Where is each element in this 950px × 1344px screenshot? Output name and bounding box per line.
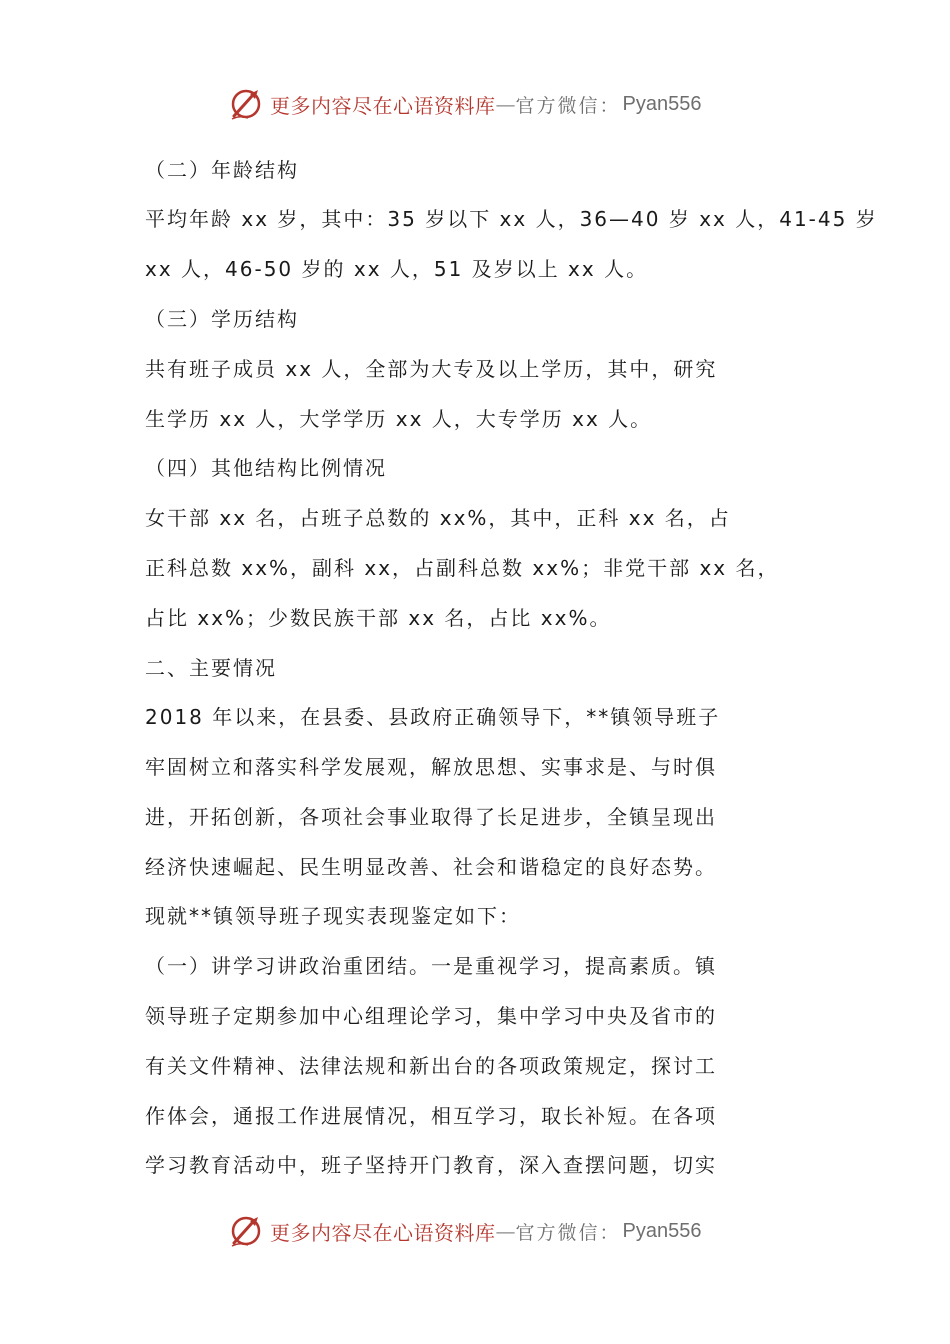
watermark-wechat-label: 官方微信：	[515, 1221, 621, 1244]
text-line: 作体会，通报工作进展情况，相互学习，取长补短。在各项	[145, 1104, 717, 1128]
text-line: 学习教育活动中，班子坚持开门教育，深入查摆问题，切实	[145, 1153, 717, 1177]
section-heading: （二）年龄结构	[145, 158, 299, 182]
text-line: 平均年龄 xx 岁，其中：35 岁以下 xx 人，36—40 岁 xx 人，41-45 岁	[145, 207, 878, 231]
text-line: 牢固树立和落实科学发展观，解放思想、实事求是、与时俱	[145, 755, 717, 779]
text-line: 有关文件精神、法律法规和新出台的各项政策规定，探讨工	[145, 1054, 717, 1078]
text-line: xx 人，46-50 岁的 xx 人，51 及岁以上 xx 人。	[145, 257, 649, 281]
watermark-dash: —	[495, 1219, 516, 1243]
footer-watermark	[228, 1211, 701, 1251]
watermark-wechat-label: 官方微信：	[515, 94, 621, 117]
section-heading: （三）学历结构	[145, 307, 299, 331]
section-heading: 二、主要情况	[145, 656, 277, 680]
text-line: 占比 xx%；少数民族干部 xx 名，占比 xx%。	[145, 606, 612, 630]
text-line: （一）讲学习讲政治重团结。一是重视学习，提高素质。镇	[145, 954, 717, 978]
text-line: 经济快速崛起、民生明显改善、社会和谐稳定的良好态势。	[145, 855, 717, 879]
watermark-wechat-id: Pyan556	[622, 1219, 702, 1242]
watermark-wechat-id: Pyan556	[622, 92, 702, 115]
watermark-dash: —	[495, 92, 516, 116]
watermark-text: 更多内容尽在心语资料库	[270, 1220, 496, 1245]
pen-logo-icon	[228, 86, 264, 122]
text-line: 领导班子定期参加中心组理论学习，集中学习中央及省市的	[145, 1004, 717, 1028]
watermark-text: 更多内容尽在心语资料库	[270, 93, 496, 118]
text-line: 女干部 xx 名，占班子总数的 xx%，其中，正科 xx 名，占	[145, 506, 731, 530]
text-line: 生学历 xx 人，大学学历 xx 人，大专学历 xx 人。	[145, 407, 653, 431]
pen-logo-icon	[228, 1213, 264, 1249]
header-watermark	[228, 84, 701, 124]
text-line: 进，开拓创新，各项社会事业取得了长足进步，全镇呈现出	[145, 805, 717, 829]
text-line: 现就**镇领导班子现实表现鉴定如下：	[145, 904, 521, 928]
text-line: 2018 年以来，在县委、县政府正确领导下，**镇领导班子	[145, 705, 721, 729]
text-line: 共有班子成员 xx 人，全部为大专及以上学历，其中，研究	[145, 357, 718, 381]
section-heading: （四）其他结构比例情况	[145, 456, 387, 480]
text-line: 正科总数 xx%，副科 xx，占副科总数 xx%；非党干部 xx 名，	[145, 556, 780, 580]
